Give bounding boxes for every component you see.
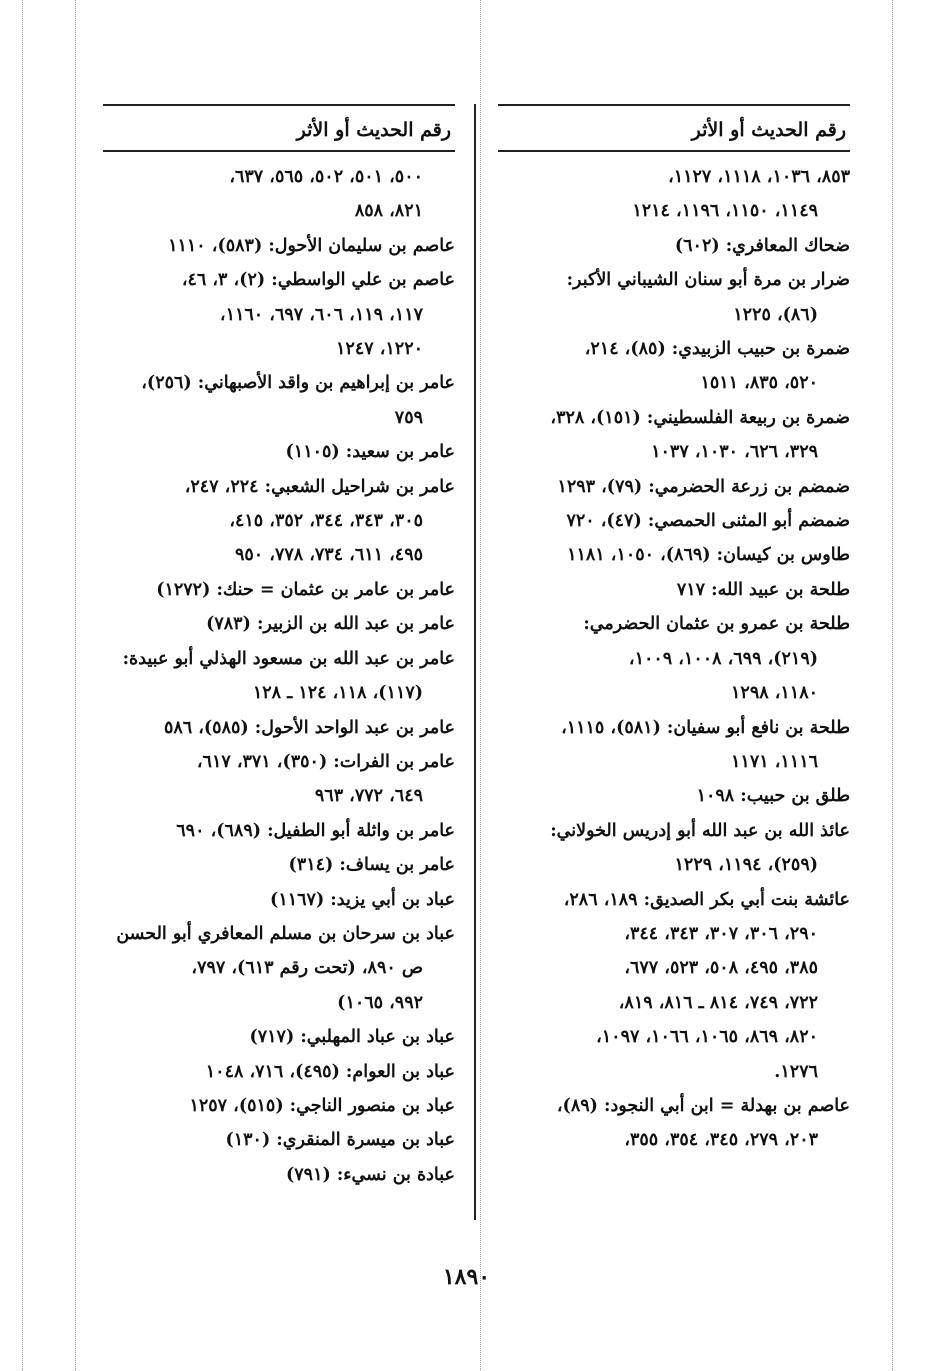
index-entry: عباد بن منصور الناجي: (٥١٥)، ١٢٥٧ [189,1095,455,1116]
index-entry: عائشة بنت أبي بكر الصديق: ١٨٩، ٢٨٦، [563,889,850,910]
index-entry: ضمرة بن ربيعة الفلسطيني: (١٥١)، ٣٢٨، [550,407,850,428]
index-entries [498,160,850,1158]
page-number: ١٨٩٠ [442,1264,491,1290]
index-entry: عامر بن عبد الله بن مسعود الهذلي أبو عبيدة: [122,648,455,669]
index-entry: عائذ الله بن عبد الله أبو إدريس الخولاني: [550,820,850,841]
index-entry-continuation: ١١٧، ١١٩، ٦٠٦، ٦٩٧، ١١٦٠، [219,304,423,325]
index-entry: عباد بن العوام: (٤٩٥)، ٧١٦، ١٠٤٨ [205,1061,455,1082]
index-entry-continuation: ٣٠٥، ٣٤٣، ٣٤٤، ٣٥٢، ٤١٥، [229,511,423,532]
index-entry-continuation: ٨٢١، ٨٥٨ [354,201,423,222]
index-entry-continuation: ص ٨٩٠، (تحت رقم ٦١٣)، ٧٩٧، [191,958,423,979]
header-bottom-rule [498,150,850,152]
index-entry: عامر بن يساف: (٣١٤) [288,855,455,876]
index-entry-continuation: ٢٠٣، ٢٧٩، ٣٤٥، ٣٥٤، ٣٥٥، [624,1130,818,1151]
index-entry-continuation: (٢٥٩)، ١١٩٤، ١٢٢٩ [674,855,818,876]
column-header: رقم الحديث أو الأثر [691,119,846,141]
header-bottom-rule [103,150,455,152]
index-entry: عاصم بن علي الواسطي: (٢)، ٣، ٤٦، [181,270,455,291]
index-entry-continuation: ٨٢٠، ٨٦٩، ١٠٦٥، ١٠٦٦، ١٠٩٧، [596,1027,818,1048]
index-entry: عامر بن الفرات: (٣٥٠)، ٣٧١، ٦١٧، [196,751,455,772]
index-entries [103,160,455,1192]
index-entry: عامر بن عبد الواحد الأحول: (٥٨٥)، ٥٨٦ [163,717,455,738]
index-entry: عامر بن إبراهيم بن واقد الأصبهاني: (٢٥٦)، [141,373,455,394]
index-entry: عامر بن سعيد: (١١٠٥) [285,442,455,463]
index-entry-continuation: ٥٠٠، ٥٠١، ٥٠٢، ٥٦٥، ٦٣٧، [229,167,423,187]
index-entry-continuation: ١١٨٠، ١٢٩٨ [731,683,818,704]
index-entry-continuation: ٧٥٩ [394,407,423,428]
index-entry: طاوس بن كيسان: (٨٦٩)، ١٠٥٠، ١١٨١ [567,545,850,566]
index-entry: عامر بن واثلة أبو الطفيل: (٦٨٩)، ٦٩٠ [176,820,455,841]
index-entry: ضمرة بن حبيب الزبيدي: (٨٥)، ٢١٤، [584,339,850,360]
index-entry-continuation: ٣٨٥، ٤٩٥، ٥٠٨، ٥٢٣، ٦٧٧، [624,958,818,979]
index-entry: ضحاك المعافري: (٦٠٢) [674,235,850,256]
index-entry-continuation: (١١٧)، ١١٨، ١٢٤ ـ ١٢٨ [252,683,423,704]
index-entry: عبادة بن نسيء: (٧٩١) [285,1164,455,1185]
index-entry: عامر بن شراحيل الشعبي: ٢٢٤، ٢٤٧، [184,476,455,497]
index-entry: عباد بن عباد المهلبي: (٧١٧) [249,1027,455,1048]
index-entry: ٨٥٣، ١٠٣٦، ١١١٨، ١١٢٧، [668,167,850,187]
index-entry: عامر بن عبد الله بن الزبير: (٧٨٣) [206,614,455,635]
index-entry: عباد بن ميسرة المنقري: (١٣٠) [225,1130,455,1151]
index-entry-continuation: ١١١٦، ١١٧١ [731,751,818,772]
index-entry-continuation: ٥٢٠، ٨٣٥، ١٥١١ [700,373,818,394]
index-entry: عباد بن سرحان بن مسلم المعافري أبو الحسن [116,923,455,944]
margin-dotted-line [892,0,893,1371]
index-entry-continuation: (٨٦)، ١٢٢٥ [733,304,818,325]
index-entry-continuation: ٩٩٢، ١٠٦٥) [337,992,423,1013]
column-separator [474,104,476,1220]
index-entry-continuation: (٢١٩)، ٦٩٩، ١٠٠٨، ١٠٠٩، [628,648,818,669]
index-entry-continuation: ٣٢٩، ٦٢٦، ١٠٣٠، ١٠٣٧ [651,442,818,463]
index-entry: عاصم بن سليمان الأحول: (٥٨٣)، ١١١٠ [168,235,455,256]
index-entry: طلحة بن عبيد الله: ٧١٧ [676,579,850,600]
index-entry-continuation: ١٢٧٦. [774,1061,818,1082]
index-entry: عاصم بن بهدلة = ابن أبي النجود: (٨٩)، [556,1095,850,1116]
index-entry-continuation: ٧٢٢، ٧٤٩، ٨١٤ ـ ٨١٦، ٨١٩، [618,992,818,1013]
index-entry-continuation: ٦٤٩، ٧٧٢، ٩٦٣ [314,786,423,807]
index-entry-continuation: ٤٩٥، ٦١١، ٧٣٤، ٧٧٨، ٩٥٠ [234,545,423,566]
index-entry: عامر بن عامر بن عثمان = حنك: (١٢٧٢) [156,579,455,600]
margin-dotted-line [75,0,76,1371]
right-column [498,104,850,1158]
index-entry: طلق بن حبيب: ١٠٩٨ [696,786,850,807]
index-entry: ضمضم بن زرعة الحضرمي: (٧٩)، ١٢٩٣ [557,476,850,497]
left-column [103,104,455,1192]
index-entry: طلحة بن نافع أبو سفيان: (٥٨١)، ١١١٥، [561,717,850,738]
index-entry: ضمضم أبو المثنى الحمصي: (٤٧)، ٧٢٠ [566,511,850,532]
center-dotted-line [480,0,481,1371]
column-header: رقم الحديث أو الأثر [296,119,451,141]
margin-dotted-line [22,0,23,1371]
index-entry-continuation: ٢٩٠، ٣٠٦، ٣٠٧، ٣٤٣، ٣٤٤، [624,923,818,944]
index-entry: ضرار بن مرة أبو سنان الشيباني الأكبر: [566,270,850,291]
index-entry-continuation: ١١٤٩، ١١٥٠، ١١٩٦، ١٢١٤ [632,201,818,222]
index-entry: عباد بن أبي يزيد: (١١٦٧) [270,889,455,910]
index-entry: طلحة بن عمرو بن عثمان الحضرمي: [583,614,850,635]
index-entry-continuation: ١٢٢٠، ١٢٤٧ [336,339,423,360]
